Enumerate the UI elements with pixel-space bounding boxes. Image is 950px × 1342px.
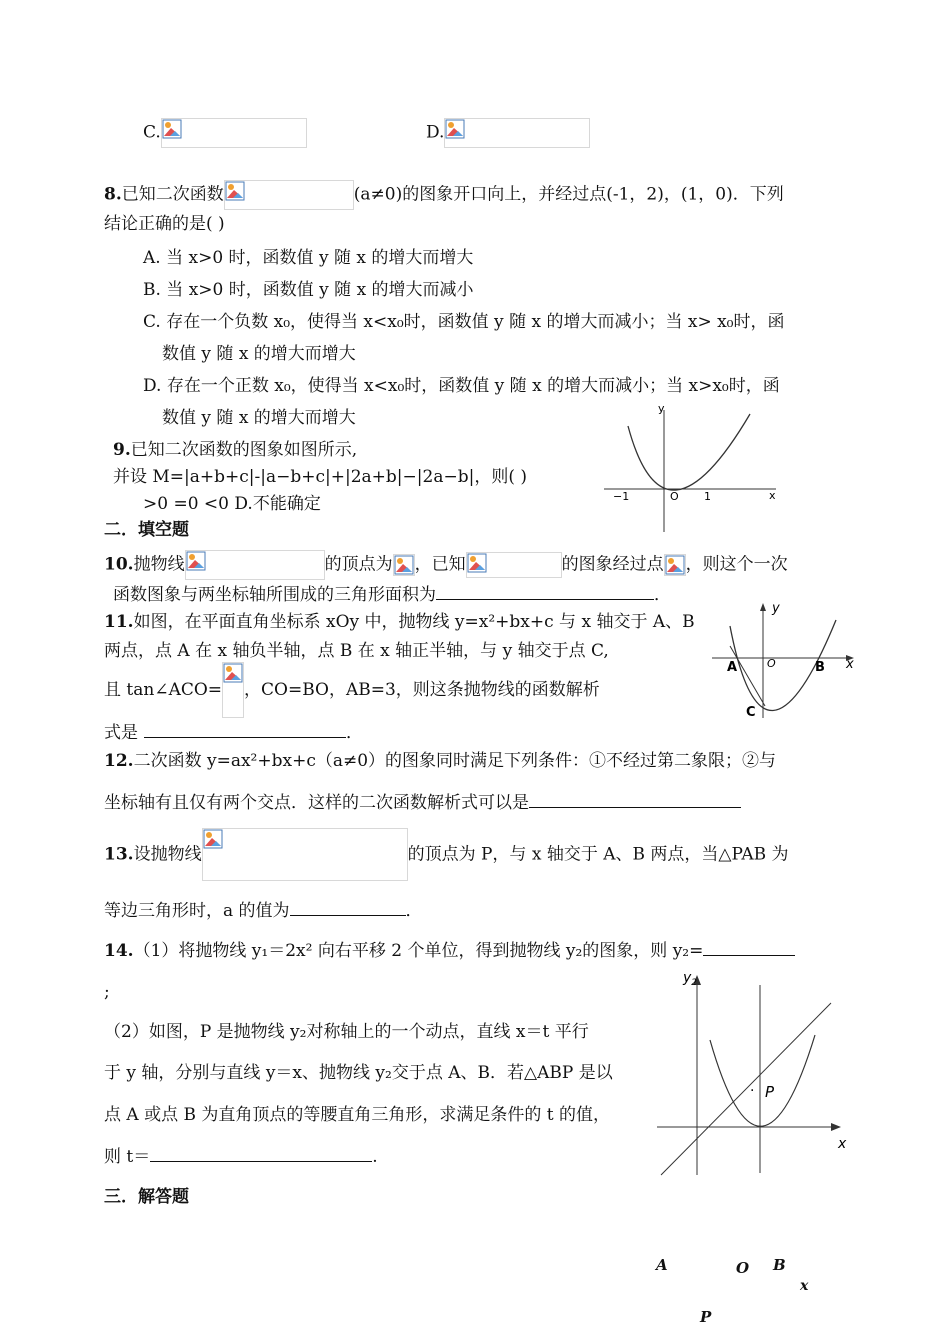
q9-line1 [113, 440, 357, 460]
q14-end: . [372, 1147, 378, 1167]
q11-number: 11. [104, 612, 134, 632]
q9-line3: >0 =0 <0 D.不能确定 [143, 494, 321, 514]
q11-line2: 两点，点 A 在 x 轴负半轴，点 B 在 x 轴正半轴，与 y 轴交于点 C, [104, 641, 609, 661]
point-a-label: A [727, 660, 738, 675]
q10-end: ． [654, 585, 671, 605]
q11-end: ． [346, 723, 363, 743]
q14-text-line5: 则 t＝ [104, 1147, 151, 1167]
origin-label: O [767, 657, 776, 670]
option-d-label: D. [426, 122, 445, 143]
q10-number: 10. [104, 554, 134, 575]
q12-text-line1: 二次函数 y=ax²+bx+c（a≠0）的图象同时满足下列条件：①不经过第二象限；②与 [133, 751, 777, 771]
q11-line1 [104, 612, 695, 632]
answer-blank[interactable] [529, 792, 741, 808]
answer-blank[interactable] [703, 940, 795, 956]
y-label: $y_2$ [683, 970, 698, 988]
option-c-line [143, 118, 307, 148]
q13-text-b: 的顶点为 P，与 x 轴交于 A、B 两点，当△PAB 为 [407, 844, 789, 865]
q14-figure [655, 965, 850, 1180]
q12-number: 12. [104, 751, 134, 771]
section-3-title: 三．解答题 [104, 1187, 189, 1207]
q12-line2 [104, 792, 741, 813]
q11-text-line1: 如图，在平面直角坐标系 xOy 中，抛物线 y=x²+bx+c 与 x 轴交于 A、B [133, 612, 695, 632]
tick-neg1: −1 [613, 490, 630, 503]
q9-parabola-figure [598, 400, 783, 535]
broken-image-icon [225, 181, 245, 201]
parabola-y2 [710, 1035, 815, 1126]
option-c-label: C. [143, 122, 161, 143]
y-label: y [772, 601, 780, 616]
q9-line2: 并设 M=|a+b+c|-|a−b+c|+|2a+b|−|2a−b|，则( ) [113, 467, 527, 487]
formula-image-placeholder [224, 180, 354, 210]
q14-line5 [104, 1146, 378, 1167]
q13-end: ． [405, 901, 423, 921]
q9-text: 已知二次函数的图象如图所示, [130, 440, 358, 460]
q14-number: 14. [104, 941, 134, 961]
broken-image-icon [162, 119, 182, 139]
q11-text-line4: 式是 [104, 723, 138, 743]
q11-parabola-figure [708, 598, 858, 723]
q14-line4: 点 A 或点 B 为直角顶点的等腰直角三角形，求满足条件的 t 的值， [104, 1105, 611, 1125]
bottom-label-b: B [773, 1256, 786, 1274]
q14-line1 [104, 940, 795, 961]
bottom-label-p: P [700, 1308, 712, 1326]
q8-option-d-line1: D. 存在一个正数 x₀，使得当 x<x₀时，函数值 y 随 x 的增大而减小；当 x>x₀时，函 [143, 376, 780, 396]
answer-blank[interactable] [144, 722, 346, 738]
formula-image-placeholder [161, 118, 307, 148]
formula-image-placeholder [664, 554, 686, 576]
answer-blank[interactable] [290, 900, 406, 916]
option-d-line [426, 118, 590, 148]
broken-image-icon [445, 119, 465, 139]
formula-image-placeholder [185, 550, 325, 580]
q11-line3 [104, 662, 600, 718]
q14-line3: 于 y 轴，分别与直线 y＝x、抛物线 y₂交于点 A、B．若△ABP 是以 [104, 1063, 613, 1083]
parabola-curve [628, 414, 750, 490]
q11-line4 [104, 722, 363, 743]
formula-image-placeholder [222, 662, 244, 718]
q10-text-d: 的图象经过点 [561, 554, 664, 575]
q12-line1 [104, 751, 776, 771]
point-c-label: C [746, 705, 756, 720]
bottom-label-o: O [736, 1259, 750, 1277]
x-label: x [769, 489, 776, 502]
bottom-label-a: A [656, 1256, 668, 1274]
x-label: x [838, 1136, 847, 1152]
formula-image-placeholder [444, 118, 590, 148]
q12-text-line2: 坐标轴有且仅有两个交点．这样的二次函数解析式可以是 [104, 793, 529, 813]
broken-image-icon [394, 555, 414, 575]
q8-option-a: A. 当 x>0 时，函数值 y 随 x 的增大而增大 [143, 248, 474, 268]
y-label: y [658, 402, 665, 415]
answer-blank[interactable] [150, 1146, 372, 1162]
tick-1: 1 [704, 490, 711, 503]
x-label: x [846, 657, 854, 672]
q11-text-line3b: ，CO=BO，AB=3，则这条抛物线的函数解析 [244, 679, 600, 700]
x-arrow [831, 1123, 841, 1131]
q11-text-line3a: 且 tan∠ACO= [104, 679, 223, 700]
q10-text-c: ，已知 [414, 554, 466, 575]
q10-text-line2: 函数图象与两坐标轴所围成的三角形面积为 [113, 585, 436, 605]
q14-text-line1: （1）将抛物线 y₁＝2x² 向右平移 2 个单位，得到抛物线 y₂的图象，则 y₂= [133, 941, 704, 961]
q9-number: 9. [113, 440, 131, 460]
q10-text-a: 抛物线 [133, 554, 185, 575]
q14-line1b: ; [104, 982, 110, 1002]
q8-line1 [104, 180, 784, 210]
q10-text-e: ，则这个一次 [685, 554, 788, 575]
bottom-label-x: x [800, 1278, 809, 1294]
q14-line2: （2）如图，P 是抛物线 y₂对称轴上的一个动点，直线 x＝t 平行 [104, 1022, 589, 1042]
y-arrow [760, 603, 766, 611]
line-ac [730, 646, 765, 706]
q8-option-c-line2: 数值 y 随 x 的增大而增大 [162, 344, 356, 364]
origin-label: O [670, 490, 679, 503]
point-p-label: P [765, 1083, 775, 1101]
formula-image-placeholder [466, 552, 562, 578]
broken-image-icon [665, 555, 685, 575]
q10-line1 [104, 550, 788, 580]
q13-number: 13. [104, 844, 134, 865]
answer-blank[interactable] [436, 584, 654, 600]
q13-line1 [104, 828, 789, 881]
broken-image-icon [203, 829, 223, 849]
formula-image-placeholder [393, 554, 415, 576]
broken-image-icon [186, 551, 206, 571]
line-y-equals-x [661, 1003, 831, 1175]
q10-text-b: 的顶点为 [324, 554, 393, 575]
q8-text-a: 已知二次函数 [121, 184, 224, 205]
q8-option-c-line1: C. 存在一个负数 x₀，使得当 x<x₀时，函数值 y 随 x 的增大而减小；当 x> x₀时，函 [143, 312, 785, 332]
q8-line2: 结论正确的是( ) [104, 214, 225, 234]
q13-text-line2: 等边三角形时，a 的值为 [104, 901, 290, 921]
point-b-label: B [815, 660, 825, 675]
q8-text-b: (a≠0)的图象开口向上，并经过点(-1，2)，(1，0)．下列 [353, 184, 784, 205]
q8-option-b: B. 当 x>0 时，函数值 y 随 x 的增大而减小 [143, 280, 474, 300]
q13-text-a: 设抛物线 [133, 844, 202, 865]
q8-option-d-line2: 数值 y 随 x 的增大而增大 [162, 408, 356, 428]
q8-number: 8. [104, 184, 122, 205]
q13-line2 [104, 900, 423, 921]
section-2-title: 二．填空题 [104, 520, 189, 540]
formula-image-placeholder [202, 828, 408, 881]
point-dot: · [750, 1083, 755, 1099]
broken-image-icon [223, 663, 243, 683]
broken-image-icon [467, 553, 487, 573]
q10-line2 [113, 584, 671, 605]
